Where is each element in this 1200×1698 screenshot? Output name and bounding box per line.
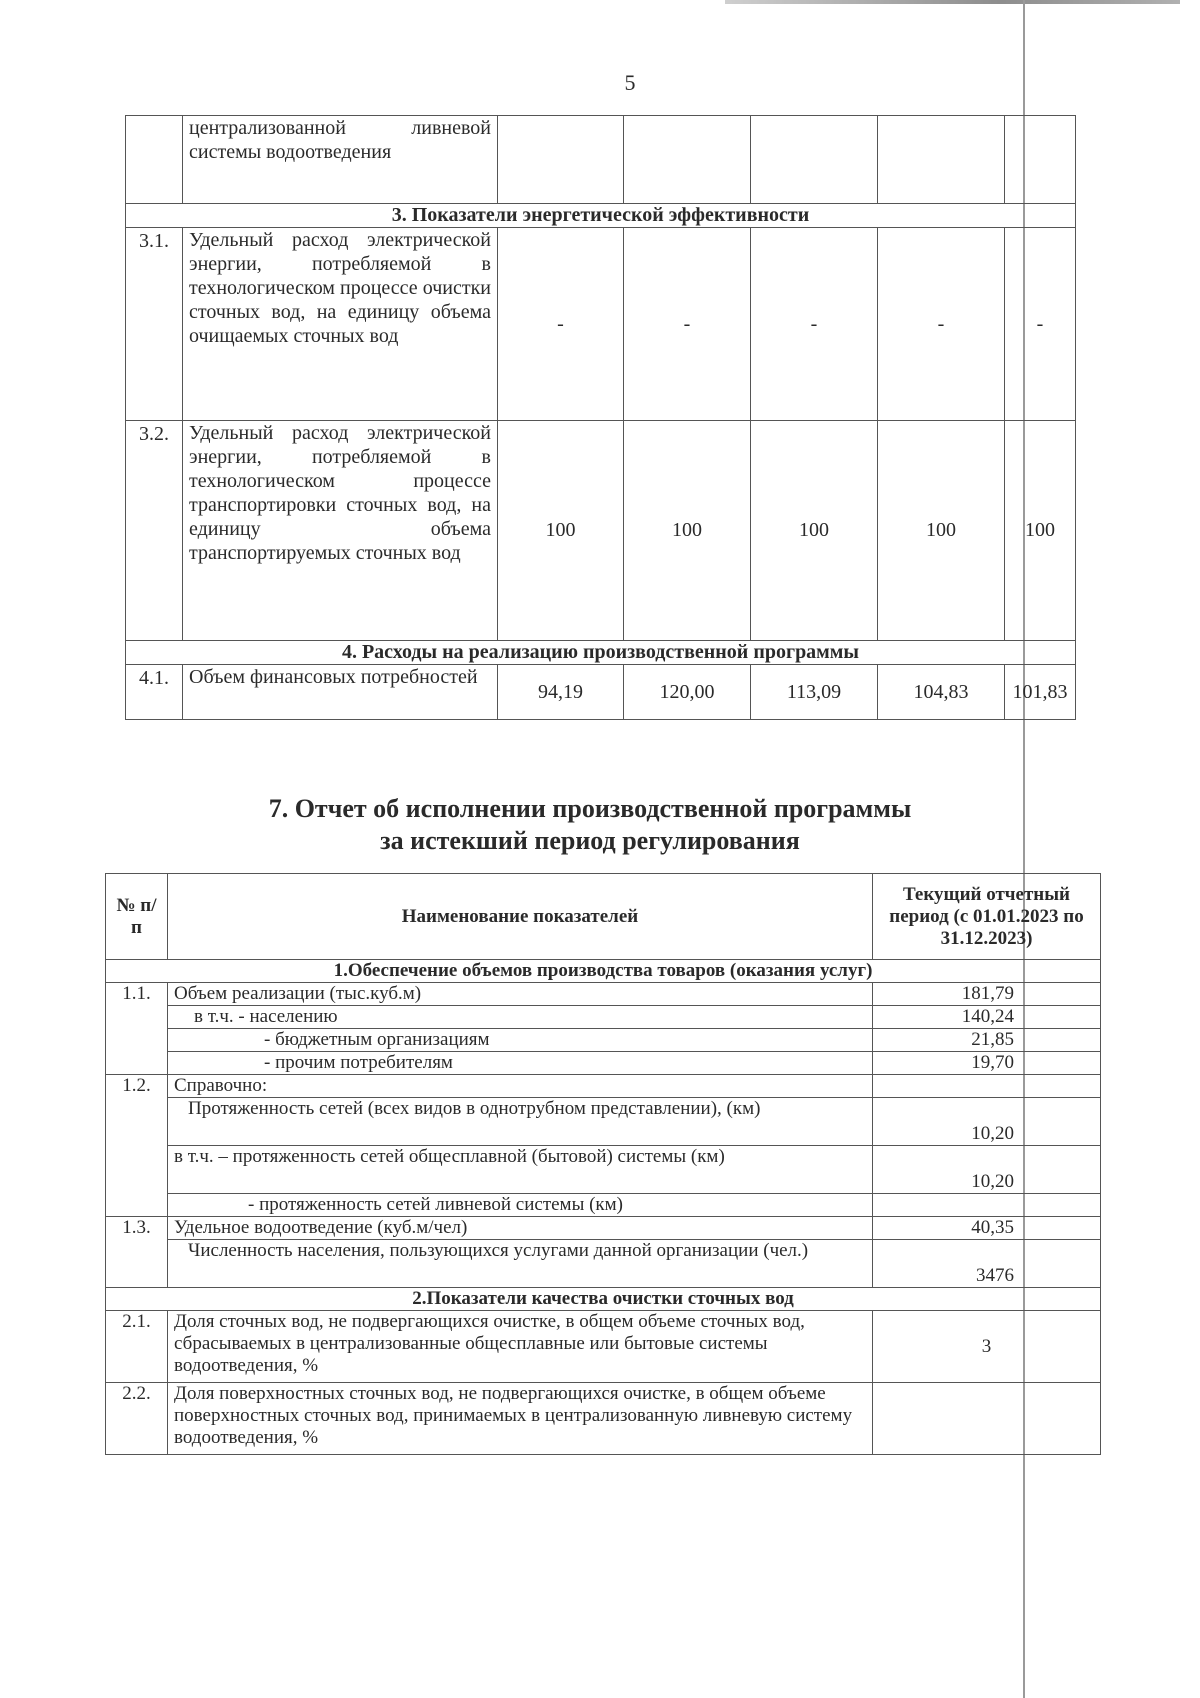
header-row: [106, 874, 1101, 960]
indicator-name: - прочим потребителям: [168, 1052, 873, 1075]
value-cell: 3476: [873, 1240, 1101, 1288]
section-row: [126, 204, 1076, 228]
value-cell: -: [878, 228, 1005, 421]
value-cell: 10,20: [873, 1146, 1101, 1194]
row-number: 2.2.: [106, 1383, 168, 1455]
value-cell: [751, 116, 878, 204]
value-cell: [873, 1075, 1101, 1098]
value-cell: [498, 116, 624, 204]
value-cell: 100: [751, 421, 878, 641]
value-cell: -: [624, 228, 751, 421]
row-number: 2.1.: [106, 1311, 168, 1383]
value-cell: 104,83: [878, 665, 1005, 720]
value-cell: -: [1005, 228, 1076, 421]
value-cell: 19,70: [873, 1052, 1101, 1075]
value-cell: [1005, 116, 1076, 204]
row-number-cell: [126, 116, 183, 204]
value-cell: 94,19: [498, 665, 624, 720]
table-row: [106, 983, 1101, 1006]
heading-line-2: за истекший период регулирования: [380, 826, 800, 855]
table-row: [106, 1311, 1101, 1383]
indicator-name: Доля поверхностных сточных вод, не подвергающихся очистке, в общем объеме поверхностных сточных вод, принимаемых в централизованную ливневую систему водоотведения, %: [168, 1383, 873, 1455]
value-cell: 100: [878, 421, 1005, 641]
indicator-name: - протяженность сетей ливневой системы (км): [168, 1194, 873, 1217]
table-row: [106, 1194, 1101, 1217]
row-number: 1.1.: [106, 983, 168, 1075]
heading-line-1: 7. Отчет об исполнении производственной программы: [268, 794, 912, 823]
table-row: [126, 116, 1076, 204]
value-cell: 21,85: [873, 1029, 1101, 1052]
value-cell: 10,20: [873, 1098, 1101, 1146]
value-cell: 100: [498, 421, 624, 641]
value-cell: -: [498, 228, 624, 421]
value-cell: [878, 116, 1005, 204]
row-number: 3.2.: [126, 421, 183, 641]
table-row: [126, 228, 1076, 421]
table-row: [126, 665, 1076, 720]
indicator-name: Численность населения, пользующихся услугами данной организации (чел.): [168, 1240, 873, 1288]
production-program-table: [125, 115, 1076, 720]
row-number: 3.1.: [126, 228, 183, 421]
value-cell: 140,24: [873, 1006, 1101, 1029]
header-name: Наименование показателей: [168, 874, 873, 960]
header-num: № п/п: [106, 874, 168, 960]
indicator-name: в т.ч. – протяженность сетей общесплавной (бытовой) системы (км): [168, 1146, 873, 1194]
value-cell: [873, 1194, 1101, 1217]
table-row: [106, 1146, 1101, 1194]
value-cell: [624, 116, 751, 204]
table-row: [126, 421, 1076, 641]
table-row: [106, 1217, 1101, 1240]
table-row: [106, 1383, 1101, 1455]
table-row: [106, 1075, 1101, 1098]
section-title: 2.Показатели качества очистки сточных вод: [106, 1288, 1101, 1311]
value-cell: 100: [624, 421, 751, 641]
indicator-name-cell: централизованной ливневой системы водоотведения: [183, 116, 498, 204]
indicator-name: Удельное водоотведение (куб.м/чел): [168, 1217, 873, 1240]
row-number: 1.2.: [106, 1075, 168, 1217]
table-row: [106, 1240, 1101, 1288]
page-number: 5: [624, 70, 636, 95]
report-heading: [150, 793, 1030, 857]
value-cell: 113,09: [751, 665, 878, 720]
indicator-name: Удельный расход электрической энергии, потребляемой в технологическом процессе очистки сточных вод, на единицу объема очищаемых сточных вод: [183, 228, 498, 421]
table-row: [106, 1029, 1101, 1052]
section-title: 3. Показатели энергетической эффективности: [126, 204, 1076, 228]
table-row: [106, 1006, 1101, 1029]
value-cell: 100: [1005, 421, 1076, 641]
value-cell: 40,35: [873, 1217, 1101, 1240]
value-cell: 101,83: [1005, 665, 1076, 720]
section-row: [126, 641, 1076, 665]
value-cell: 3: [873, 1311, 1101, 1383]
indicator-name: Удельный расход электрической энергии, потребляемой в технологическом процессе транспортировки сточных вод, на единицу объема транспортируемых сточных вод: [183, 421, 498, 641]
value-cell: 120,00: [624, 665, 751, 720]
section-row: [106, 960, 1101, 983]
indicator-name: Объем реализации (тыс.куб.м): [168, 983, 873, 1006]
indicator-name: Справочно:: [168, 1075, 873, 1098]
value-cell: [873, 1383, 1101, 1455]
value-cell: -: [751, 228, 878, 421]
indicator-name: - бюджетным организациям: [168, 1029, 873, 1052]
indicator-name: Объем финансовых потребностей: [183, 665, 498, 720]
value-cell: 181,79: [873, 983, 1101, 1006]
table-row: [106, 1052, 1101, 1075]
indicator-name: Протяженность сетей (всех видов в однотрубном представлении), (км): [168, 1098, 873, 1146]
indicator-name: Доля сточных вод, не подвергающихся очистке, в общем объеме сточных вод, сбрасываемых в централизованные общесплавные или бытовые системы водоотведения, %: [168, 1311, 873, 1383]
section-title: 4. Расходы на реализацию производственной программы: [126, 641, 1076, 665]
program-execution-report-table: [105, 873, 1101, 1455]
section-row: [106, 1288, 1101, 1311]
scan-artifact-top: [725, 0, 1180, 4]
row-number: 4.1.: [126, 665, 183, 720]
row-number: 1.3.: [106, 1217, 168, 1288]
indicator-name: в т.ч. - населению: [168, 1006, 873, 1029]
table-row: [106, 1098, 1101, 1146]
header-period: Текущий отчетный период (с 01.01.2023 по 31.12.2023): [873, 874, 1101, 960]
section-title: 1.Обеспечение объемов производства товаров (оказания услуг): [106, 960, 1101, 983]
